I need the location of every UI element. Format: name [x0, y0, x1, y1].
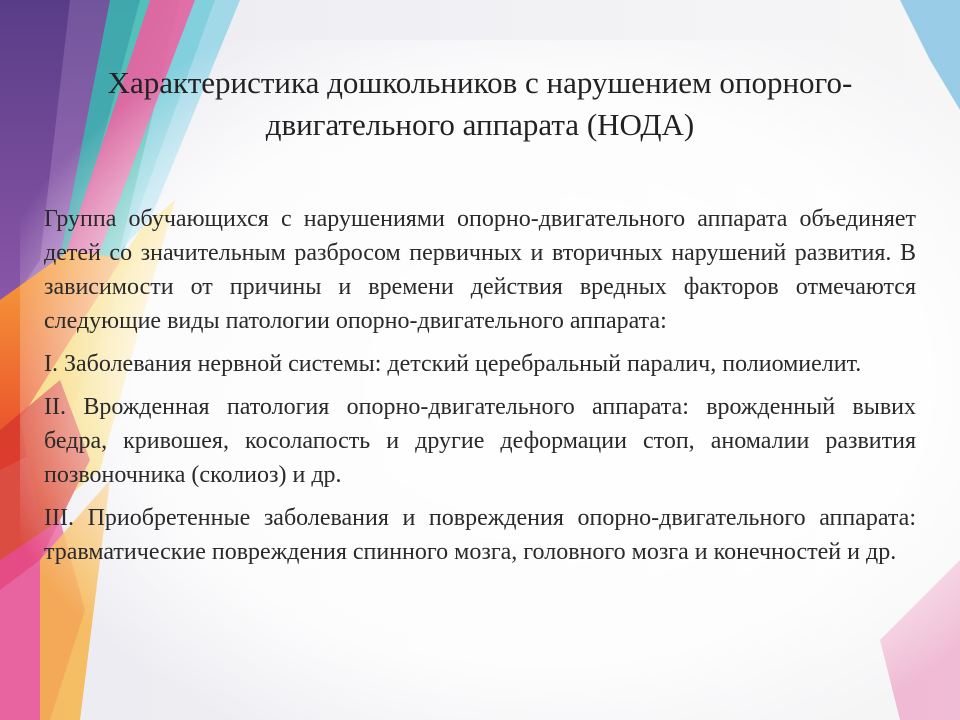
- paragraph-intro: Группа обучающихся с нарушениями опорно-двигательного аппарата объединяет детей со значительным разбросом первичных и вторичных нарушений развития. В зависимости от причины и времени действия вредных факторов отмечаются следующие виды патологии опорно-двигательного аппарата:: [44, 206, 916, 334]
- slide-body: [44, 202, 916, 578]
- title-line-2: двигательного аппарата (НОДА): [265, 107, 695, 142]
- paragraph-item-3: III. Приобретенные заболевания и повреждения опорно-двигательного аппарата: травматические повреждения спинного мозга, головного мозга и конечностей и др.: [44, 505, 916, 565]
- title-line-1: Характеристика дошкольников с нарушением опорного-: [107, 65, 853, 100]
- paragraph-item-1: I. Заболевания нервной системы: детский церебральный паралич, полиомиелит.: [44, 351, 862, 377]
- paragraph-item-2: II. Врожденная патология опорно-двигательного аппарата: врожденный вывих бедра, кривошея, косолапость и другие деформации стоп, аномалии развития позвоночника (сколиоз) и др.: [44, 394, 916, 488]
- slide-title: [40, 62, 920, 146]
